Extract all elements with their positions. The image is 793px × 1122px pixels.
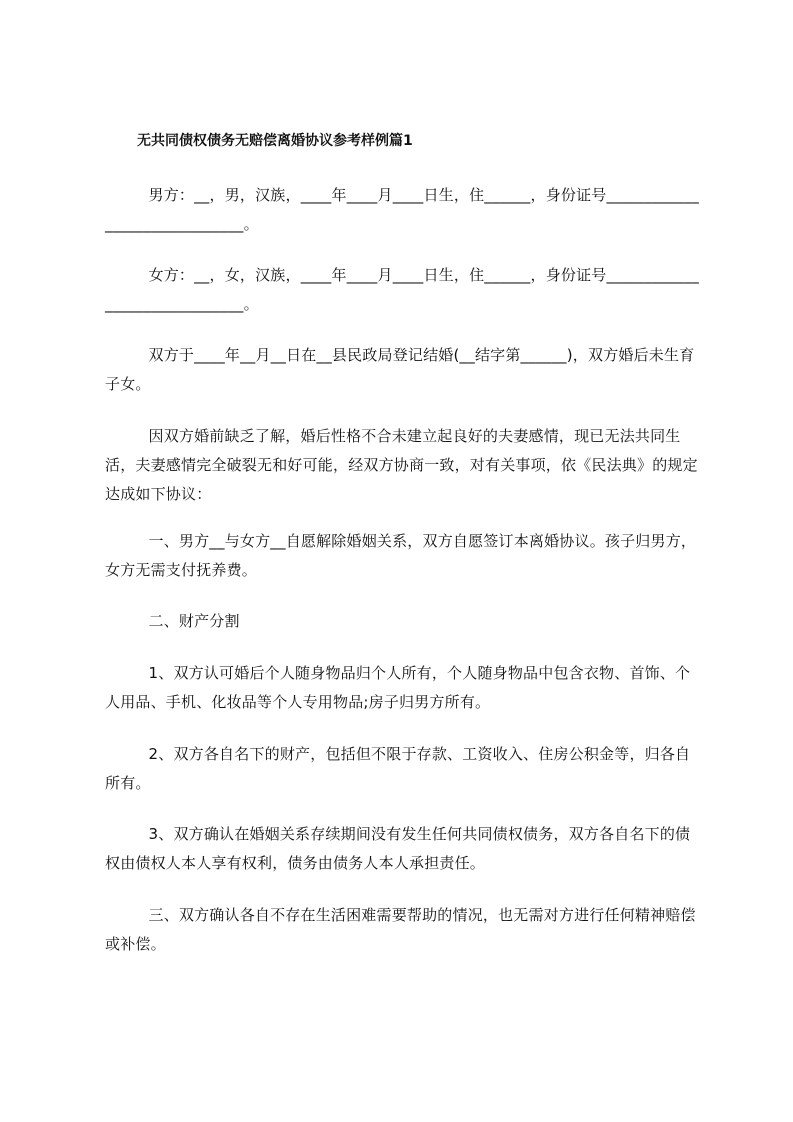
document-title: 无共同债权债务无赔偿离婚协议参考样例篇1 — [137, 133, 413, 149]
paragraph-marriage-registration: 双方于____年__月__日在__县民政局登记结婚(__结字第______)，双方婚后未生育子女。 — [105, 346, 695, 393]
paragraph-clause-two-heading: 二、财产分割 — [148, 612, 240, 630]
paragraph-wife-info: 女方：__，女，汉族，____年____月____日生，住______，身份证号______________________________。 — [105, 266, 699, 313]
paragraph-divorce-reason: 因双方婚前缺乏了解，婚后性格不合未建立起良好的夫妻感情，现已无法共同生活，夫妻感情完全破裂无和好可能，经双方协商一致，对有关事项，依《民法典》的规定达成如下协议： — [105, 427, 698, 503]
paragraph-property-item-2: 2、双方各自名下的财产，包括但不限于存款、工资收入、住房公积金等，归各自所有。 — [105, 745, 691, 792]
paragraph-husband-info: 男方：__，男，汉族，____年____月____日生，住______，身份证号______________________________。 — [105, 186, 699, 233]
paragraph-property-item-1: 1、双方认可婚后个人随身物品归个人所有，个人随身物品中包含衣物、首饰、个人用品、手机、化妆品等个人专用物品;房子归男方所有。 — [105, 664, 691, 711]
paragraph-clause-three: 三、双方确认各自不存在生活困难需要帮助的情况，也无需对方进行任何精神赔偿或补偿。 — [105, 906, 696, 953]
paragraph-property-item-3: 3、双方确认在婚姻关系存续期间没有发生任何共同债权债务，双方各自名下的债权由债权人本人享有权利，债务由债务人本人承担责任。 — [105, 825, 691, 872]
paragraph-clause-one: 一、男方__与女方__自愿解除婚姻关系，双方自愿签订本离婚协议。孩子归男方，女方无需支付抚养费。 — [105, 532, 697, 579]
